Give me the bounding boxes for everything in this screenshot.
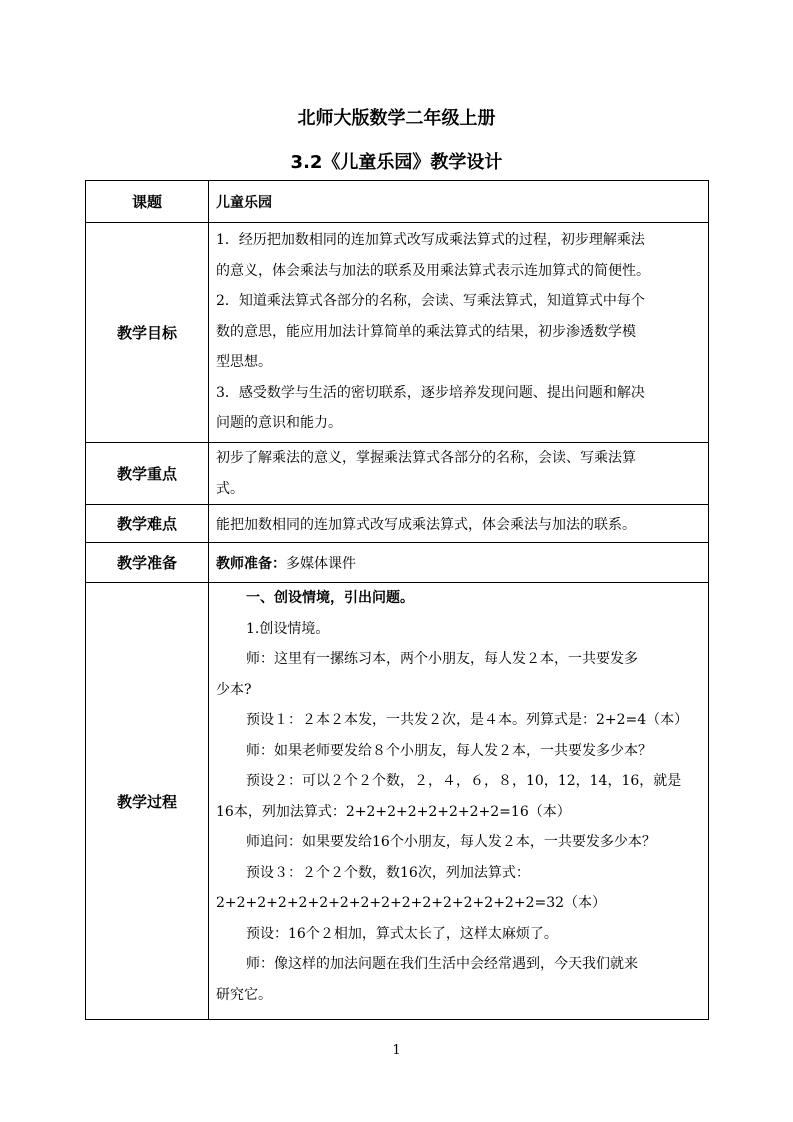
key-points-label: 教学重点 [86, 443, 209, 505]
process-line: 少本? [216, 681, 252, 698]
objectives-label: 教学目标 [86, 223, 209, 443]
objectives-line: 1．经历把加数相同的连加算式改写成乘法算式的过程，初步理解乘法 [216, 232, 645, 248]
document-title: 北师大版数学二年级上册 [297, 108, 496, 129]
process-line: 师：如果老师要发给８个小朋友，每人发２本，一共要发多少本？ [246, 742, 652, 759]
preparation-label: 教学准备 [86, 543, 209, 583]
process-line: 预设２：可以２个２个数，２，４，６，８，10，12，14，16，就是 [246, 773, 682, 789]
objectives-content [209, 223, 709, 443]
difficulties-label: 教学难点 [86, 505, 209, 543]
key-points-line: 式。 [216, 480, 244, 497]
topic-label: 课题 [86, 181, 209, 223]
table-row-preparation [86, 543, 709, 583]
objectives-line: 2．知道乘法算式各部分的名称，会读、写乘法算式，知道算式中每个 [216, 293, 645, 309]
process-line: 预设１：２本２本发，一共发２次，是４本。列算式是：2+2=4（本） [246, 712, 689, 728]
objectives-line: 问题的意识和能力。 [216, 415, 342, 431]
table-row-key-points [86, 443, 709, 505]
table-row-process [86, 583, 709, 1020]
page-number: 1 [392, 1043, 401, 1058]
topic-value: 儿童乐园 [216, 194, 272, 211]
key-points-content [209, 443, 709, 505]
objectives-line: 型思想。 [216, 354, 272, 370]
process-label: 教学过程 [86, 583, 209, 1020]
process-heading: 一、创设情境，引出问题。 [246, 590, 414, 606]
document-subtitle: 3.2《儿童乐园》教学设计 [290, 152, 503, 173]
table-row-difficulties [86, 505, 709, 543]
preparation-value: 多媒体课件 [286, 555, 356, 572]
process-line: 师：像这样的加法问题在我们生活中会经常遇到，今天我们就来 [246, 956, 638, 972]
table-row-topic [86, 181, 709, 223]
preparation-bold-label: 教师准备： [216, 555, 286, 572]
objectives-line: 的意义，体会乘法与加法的联系及用乘法算式表示连加算式的简便性。 [216, 262, 650, 279]
preparation-content [209, 543, 709, 583]
key-points-line: 初步了解乘法的意义，掌握乘法算式各部分的名称，会读、写乘法算 [216, 450, 636, 466]
lesson-plan-table [85, 180, 709, 1020]
objectives-line: 3．感受数学与生活的密切联系，逐步培养发现问题、提出问题和解决 [216, 384, 645, 401]
process-line: 预设：16个２相加，算式太长了，这样太麻烦了。 [246, 925, 558, 942]
process-line: 师追问：如果要发给16个小朋友，每人发２本，一共要发多少本？ [246, 834, 656, 850]
process-line: 预设３：２个２个数，数16次，列加法算式： [246, 864, 530, 881]
process-content [209, 583, 709, 1020]
process-line: 研究它。 [216, 986, 272, 1003]
process-line: 2+2+2+2+2+2+2+2+2+2+2+2+2+2+2+2=32（本） [216, 895, 607, 911]
difficulties-content [209, 505, 709, 543]
table-row-objectives [86, 223, 709, 443]
process-line: 1.创设情境。 [246, 620, 330, 637]
process-line: 师：这里有一摞练习本，两个小朋友，每人发２本，一共要发多 [246, 651, 638, 667]
process-line: 16本，列加法算式：2+2+2+2+2+2+2+2=16（本） [216, 803, 571, 820]
objectives-line: 数的意思，能应用加法计算简单的乘法算式的结果，初步渗透数学模 [216, 323, 636, 340]
difficulties-value: 能把加数相同的连加算式改写成乘法算式，体会乘法与加法的联系。 [216, 516, 636, 533]
